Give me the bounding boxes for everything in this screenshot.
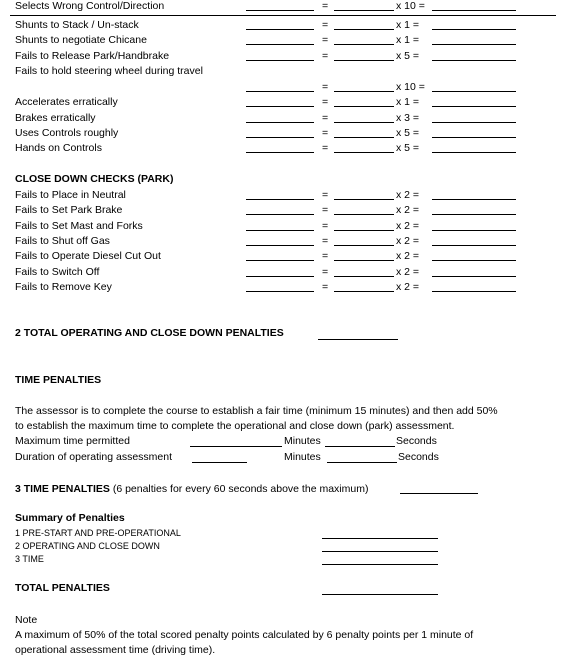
equals-sign: = [322, 235, 329, 247]
multiplier: x 10 = [396, 0, 425, 12]
equals-sign: = [322, 0, 329, 12]
duration-minutes-field[interactable] [192, 462, 247, 463]
score-field[interactable] [432, 137, 516, 138]
close-down-heading: CLOSE DOWN CHECKS (PARK) [15, 173, 174, 185]
multiplier: x 1 = [396, 19, 420, 31]
duration-label: Duration of operating assessment [15, 451, 173, 463]
score-field[interactable] [432, 199, 516, 200]
count-field[interactable] [246, 44, 314, 45]
score-field[interactable] [432, 44, 516, 45]
minutes-label: Minutes [284, 435, 321, 447]
row-label: Fails to hold steering wheel during travel [15, 65, 203, 77]
divider [10, 15, 556, 16]
max-time-label: Maximum time permitted [15, 435, 130, 447]
count-field[interactable] [246, 199, 314, 200]
score-field[interactable] [432, 291, 516, 292]
multiplier: x 2 = [396, 220, 420, 232]
summary-field-1[interactable] [322, 538, 438, 539]
equals-sign: = [322, 19, 329, 31]
row-label: Uses Controls roughly [15, 127, 119, 139]
equals-sign: = [322, 220, 329, 232]
result-field[interactable] [334, 291, 394, 292]
total-penalties-label: TOTAL PENALTIES [15, 582, 110, 594]
multiplier: x 2 = [396, 266, 420, 278]
multiplier: x 5 = [396, 50, 420, 62]
row-label: Brakes erratically [15, 112, 96, 124]
equals-sign: = [322, 81, 329, 93]
summary-field-2[interactable] [322, 551, 438, 552]
row-label: Fails to Switch Off [15, 266, 100, 278]
result-field[interactable] [334, 276, 394, 277]
score-field[interactable] [432, 152, 516, 153]
note-heading: Note [15, 614, 38, 626]
row-label: Accelerates erratically [15, 96, 118, 108]
time-para-line2: to establish the maximum time to complete the operational and close down (park) assessment. [15, 420, 455, 432]
multiplier: x 2 = [396, 250, 420, 262]
multiplier: x 2 = [396, 281, 420, 293]
duration-seconds-field[interactable] [327, 462, 397, 463]
multiplier: x 1 = [396, 96, 420, 108]
count-field[interactable] [246, 106, 314, 107]
multiplier: x 2 = [396, 189, 420, 201]
row-label-selects-wrong: Selects Wrong Control/Direction [15, 0, 165, 12]
result-field[interactable] [334, 10, 394, 11]
result-field[interactable] [334, 106, 394, 107]
score-field[interactable] [432, 276, 516, 277]
summary-item: 1 PRE-START AND PRE-OPERATIONAL [15, 528, 181, 538]
note-line1: A maximum of 50% of the total scored penalty points calculated by 6 penalty points per 1 minute of [15, 629, 474, 641]
equals-sign: = [322, 250, 329, 262]
equals-sign: = [322, 127, 329, 139]
row-label: Fails to Place in Neutral [15, 189, 126, 201]
count-field[interactable] [246, 214, 314, 215]
summary-heading: Summary of Penalties [15, 512, 125, 524]
max-seconds-field[interactable] [325, 446, 395, 447]
time-penalties-heading: TIME PENALTIES [15, 374, 102, 386]
summary-field-3[interactable] [322, 564, 438, 565]
time-total-field[interactable] [400, 493, 478, 494]
result-field[interactable] [334, 60, 394, 61]
multiplier: x 2 = [396, 235, 420, 247]
result-field[interactable] [334, 199, 394, 200]
row-label: Shunts to negotiate Chicane [15, 34, 147, 46]
count-field[interactable] [246, 122, 314, 123]
row-label: Fails to Release Park/Handbrake [15, 50, 170, 62]
seconds-label: Seconds [398, 451, 439, 463]
count-field[interactable] [246, 260, 314, 261]
row-label: Fails to Shut off Gas [15, 235, 110, 247]
equals-sign: = [322, 34, 329, 46]
multiplier: x 3 = [396, 112, 420, 124]
result-field[interactable] [334, 230, 394, 231]
score-field[interactable] [432, 245, 516, 246]
score-field[interactable] [432, 91, 516, 92]
count-field[interactable] [246, 276, 314, 277]
row-label: Fails to Set Park Brake [15, 204, 123, 216]
count-field[interactable] [246, 91, 314, 92]
count-field[interactable] [246, 291, 314, 292]
multiplier: x 5 = [396, 142, 420, 154]
summary-item: 2 OPERATING AND CLOSE DOWN [15, 541, 160, 551]
score-field[interactable] [432, 122, 516, 123]
result-field[interactable] [334, 137, 394, 138]
count-field[interactable] [246, 230, 314, 231]
multiplier: x 5 = [396, 127, 420, 139]
score-field[interactable] [432, 106, 516, 107]
total-operating-label: 2 TOTAL OPERATING AND CLOSE DOWN PENALTIES [15, 327, 284, 339]
equals-sign: = [322, 142, 329, 154]
result-field[interactable] [334, 29, 394, 30]
count-field[interactable] [246, 10, 314, 11]
score-field[interactable] [432, 230, 516, 231]
multiplier: x 10 = [396, 81, 425, 93]
equals-sign: = [322, 266, 329, 278]
minutes-label: Minutes [284, 451, 321, 463]
result-field[interactable] [334, 122, 394, 123]
multiplier: x 2 = [396, 204, 420, 216]
row-label: Fails to Set Mast and Forks [15, 220, 143, 232]
score-field[interactable] [432, 214, 516, 215]
count-field[interactable] [246, 29, 314, 30]
total-operating-field[interactable] [318, 339, 398, 340]
time-para-line1: The assessor is to complete the course to establish a fair time (minimum 15 minutes) and then add 50% [15, 405, 498, 417]
equals-sign: = [322, 112, 329, 124]
max-minutes-field[interactable] [190, 446, 282, 447]
equals-sign: = [322, 189, 329, 201]
row-label: Fails to Operate Diesel Cut Out [15, 250, 161, 262]
count-field[interactable] [246, 152, 314, 153]
score-field[interactable] [432, 260, 516, 261]
row-label: Fails to Remove Key [15, 281, 112, 293]
summary-item: 3 TIME [15, 554, 44, 564]
time-total-label: 3 TIME PENALTIES (6 penalties for every 60 seconds above the maximum) [15, 483, 369, 495]
result-field[interactable] [334, 91, 394, 92]
score-field[interactable] [432, 29, 516, 30]
result-field[interactable] [334, 260, 394, 261]
count-field[interactable] [246, 137, 314, 138]
row-label: Hands on Controls [15, 142, 102, 154]
multiplier: x 1 = [396, 34, 420, 46]
count-field[interactable] [246, 60, 314, 61]
seconds-label: Seconds [396, 435, 437, 447]
total-penalties-field[interactable] [322, 594, 438, 595]
equals-sign: = [322, 50, 329, 62]
result-field[interactable] [334, 152, 394, 153]
note-line2: operational assessment time (driving time). [15, 644, 216, 656]
row-label: Shunts to Stack / Un-stack [15, 19, 139, 31]
result-field[interactable] [334, 214, 394, 215]
result-field[interactable] [334, 245, 394, 246]
equals-sign: = [322, 204, 329, 216]
count-field[interactable] [246, 245, 314, 246]
result-field[interactable] [334, 44, 394, 45]
score-field[interactable] [432, 60, 516, 61]
equals-sign: = [322, 281, 329, 293]
equals-sign: = [322, 96, 329, 108]
score-field[interactable] [432, 10, 516, 11]
